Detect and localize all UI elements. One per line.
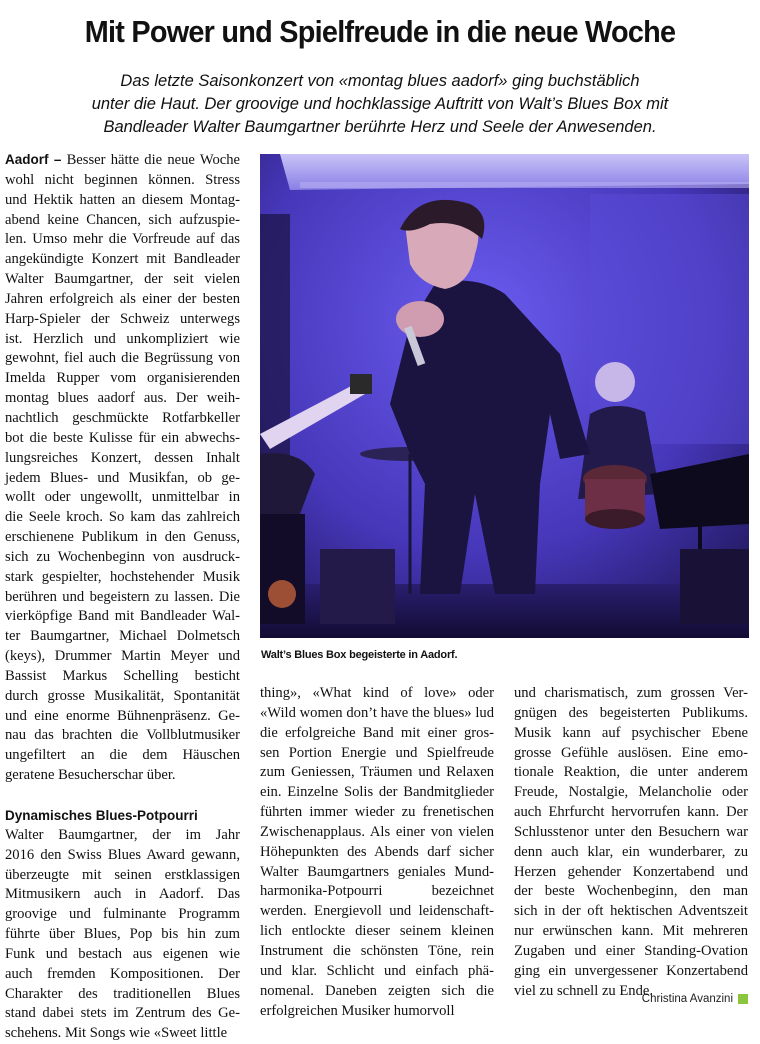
text-line: 2016 den Swiss Blues Award gewann, (5, 846, 240, 863)
text-line: führten immer wieder zu frenetischen (260, 804, 494, 821)
text-line: abend keine Chancen, sich aufzuspie- (5, 211, 240, 228)
text-line: bot die beste Kulisse für ein abwechs- (5, 429, 240, 446)
text-line: ging ein unvergessener Konzertabend (514, 962, 748, 979)
photo-caption: Walt’s Blues Box begeisterte in Aadorf. (261, 649, 458, 661)
text-line: ist. Herzlich und unkompliziert wie (5, 330, 240, 347)
section-subhead: Dynamisches Blues-Potpourri (5, 808, 198, 823)
text-line: Höhepunkten des Abends darf sicher (260, 843, 494, 860)
article-headline: Mit Power und Spielfreude in die neue Woche (84, 14, 676, 49)
article-lead (40, 70, 720, 139)
text-line: und klar. Schlicht und einfach phä- (260, 962, 494, 979)
text-line: grosse Gefühle auslösen. Eine emo- (514, 744, 748, 761)
text-line: Herzen gehender Konzertabend und (514, 863, 748, 880)
text-line: der beste Wochenbeginn, den man (514, 883, 748, 900)
text-line: nur erwünschen kann. Mit mehreren (514, 923, 748, 940)
text-line: thing», «What kind of love» oder (260, 685, 494, 701)
article-column-1 (5, 150, 240, 1044)
author-name: Christina Avanzini (641, 993, 733, 1005)
text-line: durch grosse Musikalität, Spontanität (5, 687, 240, 704)
article-column-3 (514, 684, 748, 1002)
text-line: angekündigte Konzert mit Bandleader (5, 251, 240, 268)
byline-square-icon (738, 994, 748, 1004)
text-line: erschienene Publikum in den Genuss, (5, 529, 240, 546)
text-line: auch Ehrfurcht hervorrufen kann. Der (514, 804, 748, 821)
lead-line: Bandleader Walter Baumgartner berührte Herz und Seele der Anwesenden. (103, 118, 657, 136)
text-line: Aadorf – Besser hätte die neue Woche (5, 152, 240, 168)
text-line: gewohnt, fiel auch die Begrüssung von (5, 350, 240, 367)
paragraph-intro (5, 150, 240, 786)
text-line: Jahren erfolgreich als einer der besten (5, 290, 240, 307)
text-line: und eine enorme Bühnenpräsenz. Ge- (5, 707, 240, 724)
text-line: die erfolgreiche Band mit einer gros- (260, 724, 494, 741)
text-line: nau das brachten die Vollblutmusiker (5, 727, 240, 744)
text-line: Instrument die schönsten Töne, rein (260, 942, 494, 959)
text-line: stand dabei stets im Zentrum des Ge- (5, 1005, 240, 1022)
text-line: Musik kann auf psychischer Ebene (514, 724, 748, 741)
text-line: ein. Einzelne Solis der Bandmitglieder (260, 784, 494, 801)
text-line: geratene Besucherschar über. (5, 767, 176, 784)
text-line: len. Umso mehr die Vorfreude auf das (5, 231, 240, 248)
author-byline (642, 993, 748, 1005)
text-line: gnügen des begeisterten Publikums. (514, 704, 748, 721)
text-line: Funk und bestach aus eigenen wie (5, 945, 240, 962)
text-line: ter Baumgartner, Michael Dolmetsch (5, 628, 240, 645)
text-line: Charakter des traditionellen Blues (5, 985, 240, 1002)
text-line: jedem Blues- und Musikfan, ob ge- (5, 469, 240, 486)
text-line: Harp-Spieler der Schweiz unterwegs (5, 310, 240, 327)
text-line: schehens. Mit Songs wie «Sweet little (5, 1025, 228, 1042)
concert-photo (260, 154, 749, 638)
text-line: Mitmusikern auch in Aadorf. Das (5, 886, 240, 903)
text-line: «Wild women don’t have the blues» lud (260, 704, 494, 721)
text-line: montag blues aadorf aus. Der weih- (5, 390, 240, 407)
text-line: und Hektik hatten an diesem Montag- (5, 191, 240, 208)
text-line: sich zu Wochenbeginn von ausdruck- (5, 548, 240, 565)
text-line: Imelda Rupper vom organisierenden (5, 370, 240, 387)
text-line: sen Portion Energie und Spielfreude (260, 744, 494, 761)
text-line: zum Geniessen, Träumen und Relaxen (260, 764, 494, 781)
text-line: Walter Baumgartner, der seit vielen (5, 271, 240, 288)
text-line: Freude, Nostalgie, Melancholie oder (514, 784, 748, 801)
lead-line: unter die Haut. Der groovige und hochklassige Auftritt von Walt’s Blues Box mit (91, 95, 669, 113)
text-line: Zugaben und einer Standing-Ovation (514, 942, 748, 959)
text-line: harmonika-Potpourri bezeichnet (260, 883, 494, 900)
text-line: lungsreiches Konzert, dessen Inhalt (5, 449, 240, 466)
text-line: vierköpfige Band mit Bandleader Wal- (5, 608, 240, 625)
text-line: sich in der oft hektischen Adventszeit (514, 903, 748, 920)
text-line: Schlusstenor unter den Besuchern war (514, 823, 748, 840)
text-line: erfolgreichen Musiker humorvoll (260, 1002, 455, 1019)
text-line: viel zu schnell zu Ende. (514, 982, 653, 999)
text-line: denn auch klar, ein wunderbarer, zu (514, 843, 748, 860)
text-line: werden. Energievoll und leidenschaft- (260, 903, 494, 920)
text-line: lich entlockte dieser seinem kleinen (260, 923, 494, 940)
text-line: nomenal. Daneben zeigten sich die (260, 982, 494, 999)
text-line: wollt oder ungewollt, unmittelbar in (5, 489, 240, 506)
text-line: Walter Baumgartners geniales Mund- (260, 863, 494, 880)
text-line: ungefiltert an die dem Häuschen (5, 747, 240, 764)
text-line: wohl nicht beginnen können. Stress (5, 171, 240, 188)
text-line: (keys), Drummer Martin Meyer und (5, 648, 240, 665)
text-line: Zwischenapplaus. Als einer von vielen (260, 823, 494, 840)
text-line: und charismatisch, zum grossen Ver- (514, 685, 748, 701)
text-line: groovige und fulminante Programm (5, 906, 240, 923)
article-column-2 (260, 684, 494, 1021)
text-line: tionale Reaktion, die unter anderem (514, 764, 748, 781)
text-line: berühren und begeistern zu lassen. Die (5, 588, 240, 605)
text-line: Walter Baumgartner, der im Jahr (5, 826, 240, 843)
lead-line: Das letzte Saisonkonzert von «montag blues aadorf» ging buchstäblich (120, 72, 640, 90)
text-line: Bassist Markus Schelling besticht (5, 667, 240, 684)
paragraph-body (5, 826, 240, 1044)
text-line: überzeugte mit seinen erstklassigen (5, 866, 240, 883)
text-line: die Seele kroch. So kam das zahlreich (5, 509, 240, 526)
dateline-location: Aadorf – (5, 152, 62, 167)
text-line: auch fremden Kompositionen. Der (5, 965, 240, 982)
text-line: stark gespielter, hochstehender Musik (5, 568, 240, 585)
text-line: führte über Blues, Pop bis hin zum (5, 926, 240, 943)
text-line: nachtlich geschmückte Rotfarbkeller (5, 409, 240, 426)
